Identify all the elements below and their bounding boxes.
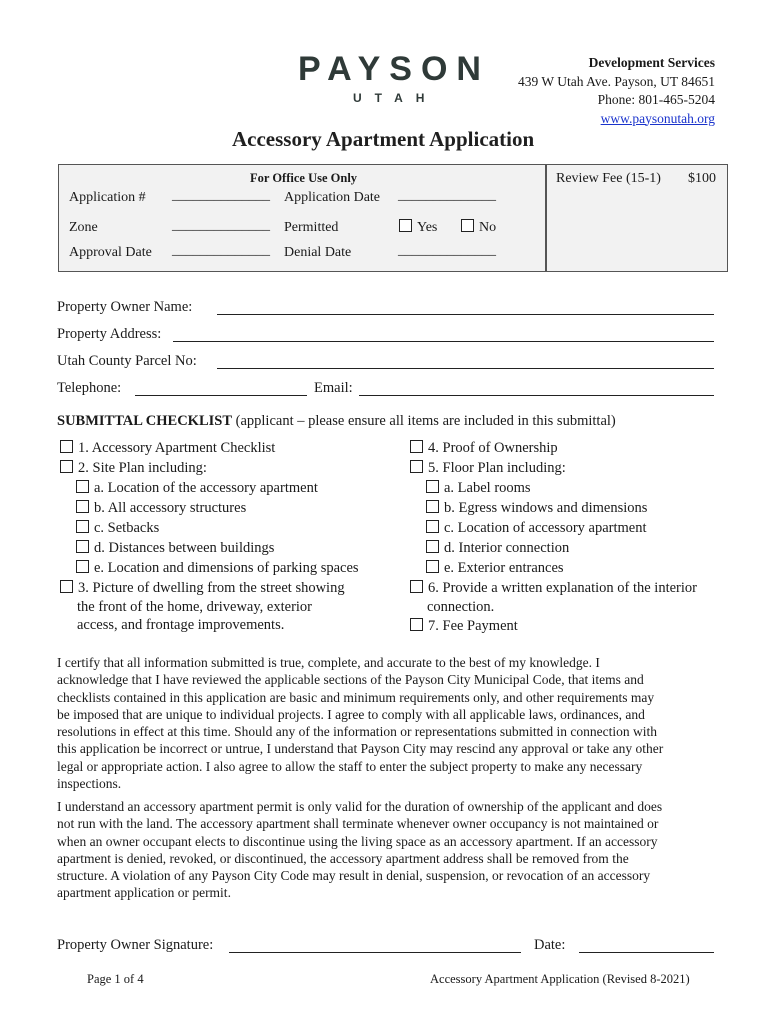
checklist-item-label: b. All accessory structures [94,500,247,516]
date-label: Date: [534,937,566,953]
checklist-item-label: 4. Proof of Ownership [428,440,558,456]
dept-name: Development Services [588,55,715,70]
checkbox-icon[interactable] [426,560,439,573]
yes-label: Yes [417,220,438,235]
application-date-label: Application Date [284,190,381,205]
permitted-label: Permitted [284,220,339,235]
signature-row [57,937,717,954]
checkbox-icon[interactable] [426,540,439,553]
checklist-item-label: d. Interior connection [444,540,570,556]
address-line[interactable] [173,327,714,342]
checklist-title: SUBMITTAL CHECKLIST [57,413,232,429]
checklist-heading [57,413,616,430]
checklist-item[interactable] [410,616,730,636]
logo-word: PAYSON [298,50,490,88]
permit-line: I understand an accessory apartment permit is only valid for the duration of ownership of the applicant and does [57,799,663,814]
owner-name-line[interactable] [217,300,714,315]
checklist-item[interactable] [410,578,730,598]
telephone-label: Telephone: [57,380,122,396]
certification-paragraph [57,654,737,792]
certification-line: be imposed that are unique to individual projects. I agree to comply with all applicable laws, ordinances, and [57,706,645,722]
permit-line: apartment is denied, revoked, or discontinued, the accessory apartment address shall be removed from the [57,850,629,866]
checklist-item[interactable] [410,518,730,538]
owner-name-field[interactable] [57,299,717,316]
checkbox-icon[interactable] [410,460,423,473]
checkbox-icon[interactable] [60,580,73,593]
certification-line: this application be incorrect or untrue, I understand that Payson City may rescind any approval or take any other [57,741,664,757]
permit-paragraph [57,798,737,902]
checklist-item[interactable] [60,478,400,498]
email-line[interactable] [359,381,714,396]
certification-line: I certify that all information submitted is true, complete, and accurate to the best of my knowledge. I [57,655,600,670]
checklist-item-label: d. Distances between buildings [94,540,275,556]
checklist-item[interactable] [60,458,400,478]
contact-block [518,54,715,128]
checklist-item-label: 3. Picture of dwelling from the street showing [78,580,345,596]
permit-line: when an owner occupant elects to discontinue using the living space as an accessory apartment. If an accessory [57,833,658,849]
checkbox-icon[interactable] [76,500,89,513]
checklist-item[interactable] [410,458,730,478]
signature-label: Property Owner Signature: [57,937,214,953]
review-fee-amount: $100 [688,171,716,186]
signature-line[interactable] [229,938,521,953]
checkbox-icon[interactable] [426,520,439,533]
checklist-item-label: 5. Floor Plan including: [428,460,566,476]
parcel-field[interactable] [57,353,717,370]
owner-name-label: Property Owner Name: [57,299,193,315]
office-heading: For Office Use Only [250,171,358,185]
permitted-yes[interactable] [399,219,437,236]
checkbox-icon[interactable] [399,219,412,232]
application-num-blank[interactable]: ______________ [172,188,270,203]
checkbox-icon[interactable] [76,540,89,553]
permit-line: apartment application or permit. [57,885,231,901]
checkbox-icon[interactable] [60,460,73,473]
checkbox-icon[interactable] [410,618,423,631]
checklist-item-label: e. Exterior entrances [444,560,564,576]
telephone-line[interactable] [135,381,307,396]
permit-line: structure. A violation of any Payson City Code may result in denial, suspension, or revocation of an accessory [57,868,651,884]
checklist-item[interactable] [60,558,400,578]
checkbox-icon[interactable] [76,520,89,533]
checklist-item[interactable] [410,438,730,458]
checklist-item-label: 1. Accessory Apartment Checklist [78,440,276,456]
checklist-item-label: e. Location and dimensions of parking spaces [94,560,359,576]
checklist-item[interactable] [410,498,730,518]
checklist-right-column [410,438,730,636]
checklist-item[interactable] [410,538,730,558]
parcel-label: Utah County Parcel No: [57,353,197,369]
address-field[interactable] [57,326,717,343]
checklist-item-label: 7. Fee Payment [428,618,518,634]
checklist-item-continuation: connection. [427,599,495,615]
permit-line: not run with the land. The accessory apartment shall terminate whenever owner occupancy is not maintained or [57,816,659,832]
certification-line: inspections. [57,776,122,792]
checkbox-icon[interactable] [426,500,439,513]
checklist-item[interactable] [410,558,730,578]
date-line[interactable] [579,938,714,953]
checkbox-icon[interactable] [76,560,89,573]
checklist-item-label: 2. Site Plan including: [78,460,207,476]
checklist-item-label: b. Egress windows and dimensions [444,500,648,516]
checklist-item-label: a. Label rooms [444,480,531,496]
checklist-item[interactable] [410,478,730,498]
checklist-item[interactable] [60,518,400,538]
footer-doc-title: Accessory Apartment Application (Revised 8-2021) [430,972,690,986]
checklist-item[interactable] [60,438,400,458]
page-title: Accessory Apartment Application [232,127,535,151]
checkbox-icon[interactable] [60,440,73,453]
approval-date-blank[interactable]: ______________ [172,243,270,258]
logo-subtext: UTAH [353,91,438,105]
dept-address: 439 W Utah Ave. Payson, UT 84651 [518,73,715,89]
certification-line: resolutions in effect at this time. Should any of the information or representations submitted in connection with [57,724,658,740]
certification-line: checklists contained in this application are basic and minimum requirements only, and other requirements may [57,689,655,705]
checklist-item-label: 6. Provide a written explanation of the interior [428,580,697,596]
checklist-item[interactable] [60,498,400,518]
no-label: No [479,220,497,235]
application-num-label: Application # [69,190,146,205]
phone-email-field[interactable] [57,380,717,397]
application-date-blank[interactable]: ______________ [398,188,496,203]
certification-line: acknowledge that I have reviewed the applicable sections of the Payson City Municipal Code, that items and [57,672,644,688]
dept-phone: Phone: 801-465-5204 [597,92,715,107]
email-label: Email: [314,380,353,396]
checkbox-icon[interactable] [410,580,423,593]
checklist-item[interactable] [60,578,400,598]
zone-blank[interactable]: ______________ [172,218,270,233]
checklist-subtitle: (applicant – please ensure all items are included in this submittal) [232,413,616,429]
checklist-item[interactable] [60,538,400,558]
checklist-item-continuation: the front of the home, driveway, exterior [77,599,313,615]
denial-date-blank[interactable]: ______________ [398,243,496,258]
payson-logo [298,50,490,105]
checklist-item-label: c. Setbacks [94,520,160,536]
office-box-divider [545,164,547,271]
checkbox-icon[interactable] [461,219,474,232]
checklist-item-continuation: access, and frontage improvements. [77,617,285,633]
checkbox-icon[interactable] [76,480,89,493]
address-label: Property Address: [57,326,162,342]
approval-date-label: Approval Date [69,245,152,260]
checkbox-icon[interactable] [410,440,423,453]
checklist-left-column [60,438,400,634]
review-fee-label: Review Fee (15-1) [556,171,661,186]
checklist-item-label: c. Location of accessory apartment [444,520,647,536]
page-number: Page 1 of 4 [87,972,144,986]
checkbox-icon[interactable] [426,480,439,493]
zone-label: Zone [69,220,98,235]
website-link[interactable]: www.paysonutah.org [600,110,715,126]
checklist-item-label: a. Location of the accessory apartment [94,480,318,496]
certification-line: legal or appropriate action. I also agree to allow the staff to enter the subject property to make any necessary [57,758,643,774]
parcel-line[interactable] [217,354,714,369]
permitted-no[interactable] [461,219,496,236]
denial-date-label: Denial Date [284,245,352,260]
